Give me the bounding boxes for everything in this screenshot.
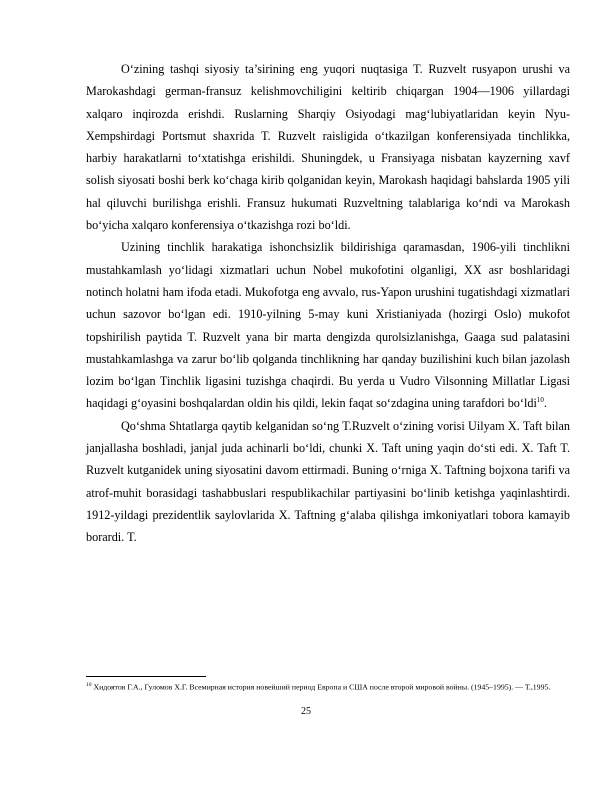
paragraph-2-text: Uzining tinchlik harakatiga ishonchsizlik bildirishiga qaramasdan, 1906-yili tinchlikni mustahkamlash yo‘lidagi xizmatlari uchun Nobel mukofotini olganligi, XX asr boshlaridagi notinch holatni ham ifoda etadi. Mukofotga eng avvalo, rus-Yapon urushini tugatishdagi xizmatlari uchun sazovor bo‘lgan edi. 1910-yilning 5-may kuni Xristianiyada (hozirgi Oslo) mukofot topshirilish paytida T. Ruzvelt yana bir marta dengizda qurolsizlanishga, Gaaga sud palatasini mustahkamlashga va zarur bo‘lib qolganda tinchlikning har qanday buzilishini kuch bilan jazolash lozim bo‘lgan Tinchlik ligasini tuzishga chaqirdi. Bu yerda u Vudro Vilsonning Millatlar Ligasi haqidagi g‘oyasini boshqalardan oldin his qildi, lekin faqat so‘zdagina uning tarafdori bo‘ldi xyxy=(86,240,570,411)
paragraph-1: O‘zining tashqi siyosiy ta’sirining eng yuqori nuqtasiga T. Ruzvelt rusyapon urushi va Marokashdagi german-fransuz kelishmovchiligini keltirib chiqargan 1904—1906 yillardagi xalqaro inqirozda erishdi. Ruslarning Sharqiy Osiyodagi mag‘lubiyatlaridan keyin Nyu-Xempshirdagi Portsmut shaxrida T. Ruzvelt raisligida o‘tkazilgan konferensiyada tinchlikka, harbiy harakatlarni to‘xtatishga erishildi. Shuningdek, u Fransiyaga nisbatan kayzerning xavf solish siyosati boshi berk ko‘chaga kirib qolganidan keyin, Marokash haqidagi bahslarda 1905 yili hal qiluvchi burilishga erishli. Fransuz hukumati Ruzveltning talablariga ko‘ndi va Marokash bo‘yicha xalqaro konferensiya o‘tkazishga rozi bo‘ldi. xyxy=(86,62,570,233)
footnote-reference: 10 xyxy=(536,396,544,405)
footnote-text: Хидоятов Г.А., Гуломов Х.Г. Всемирная история новейший период Европа и США после второй мировой войны. (1945–1995). — Т.,1995. xyxy=(91,682,551,692)
footnote xyxy=(86,680,570,693)
footnote-number: 10 xyxy=(86,682,92,688)
body-text xyxy=(86,58,570,549)
paragraph-2 xyxy=(86,236,570,414)
footnote-separator xyxy=(86,676,206,677)
paragraph-2-end: . xyxy=(543,396,547,411)
paragraph-3: Qo‘shma Shtatlarga qaytib kelganidan so‘ng T.Ruzvelt o‘zining vorisi Uilyam X. Taft bilan janjallasha boshladi, janjal juda achinarli bo‘ldi, chunki X. Taft uning yaqin do‘sti edi. X. Taft T. Ruzvelt kutganidek uning siyosatini davom ettirmadi. Buning o‘rniga X. Taftning bojxona tarifi va atrof-muhit borasidagi tashabbuslari respublikachilar partiyasini bo‘linib ketishga yaqinlashtirdi. 1912-yildagi prezidentlik saylovlarida X. Taftning g‘alaba qilishga imkoniyatlari tobora kamayib borardi. T. xyxy=(86,418,570,545)
page-number: 25 xyxy=(301,706,311,717)
